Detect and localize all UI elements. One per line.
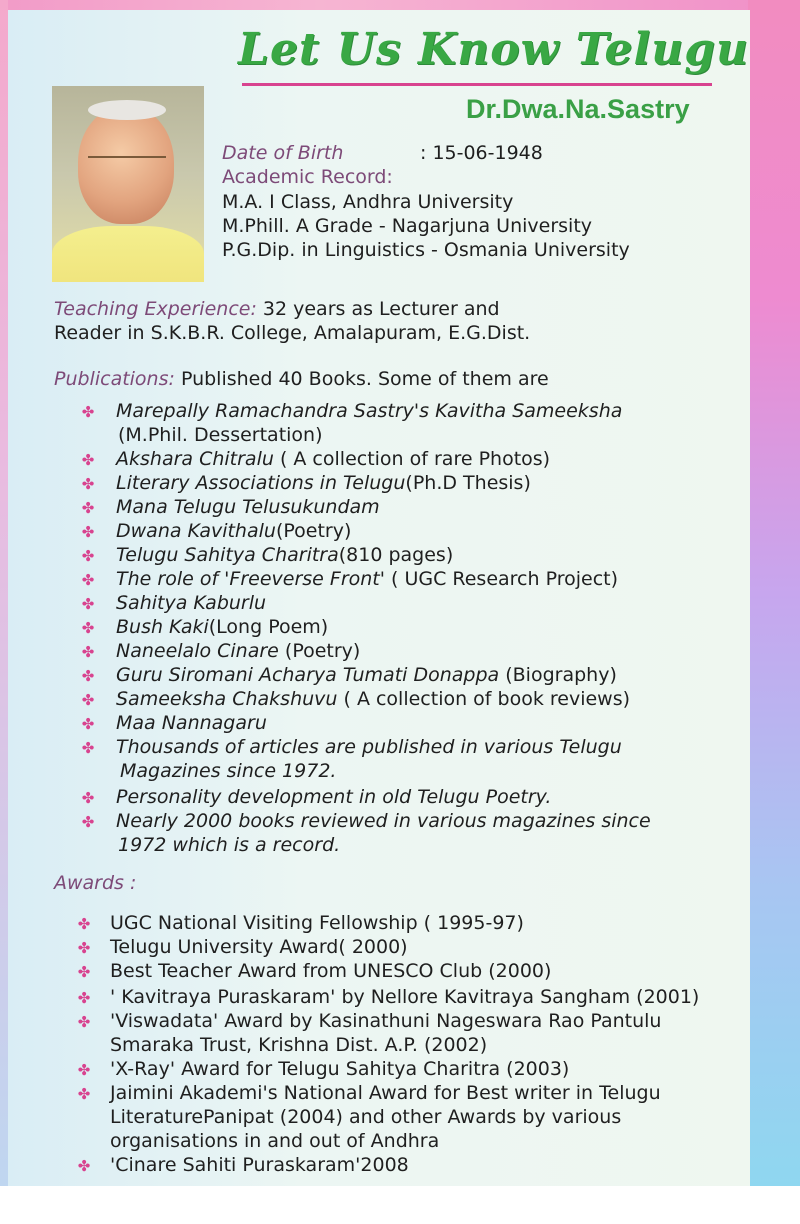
bullet-ornament-icon: ✤ bbox=[81, 403, 95, 421]
award-item: organisations in and out of Andhra bbox=[110, 1130, 440, 1152]
publication-item bbox=[116, 592, 266, 614]
publication-title: Telugu Sahitya Charitra bbox=[116, 544, 339, 566]
bullet-ornament-icon: ✤ bbox=[81, 523, 95, 541]
publication-note: (M.Phil. Dessertation) bbox=[118, 424, 323, 446]
publication-note: (Ph.D Thesis) bbox=[405, 472, 531, 494]
academic-item: P.G.Dip. in Linguistics - Osmania University bbox=[222, 239, 630, 261]
bullet-ornament-icon: ✤ bbox=[77, 963, 91, 981]
bullet-ornament-icon: ✤ bbox=[81, 691, 95, 709]
bullet-ornament-icon: ✤ bbox=[81, 619, 95, 637]
publication-title: Sameeksha Chakshuvu bbox=[116, 688, 338, 710]
publication-item bbox=[116, 568, 618, 590]
publication-item bbox=[116, 786, 551, 808]
bullet-ornament-icon: ✤ bbox=[77, 989, 91, 1007]
award-item: 'Viswadata' Award by Kasinathuni Nageswara Rao Pantulu bbox=[110, 1010, 662, 1032]
title-underline bbox=[242, 83, 712, 86]
award-item: 'Cinare Sahiti Puraskaram'2008 bbox=[110, 1154, 409, 1176]
teaching-line1 bbox=[54, 298, 500, 320]
bullet-ornament-icon: ✤ bbox=[81, 595, 95, 613]
publication-title: Literary Associations in Telugu bbox=[116, 472, 406, 494]
publication-title: Sahitya Kaburlu bbox=[116, 592, 267, 614]
bullet-ornament-icon: ✤ bbox=[81, 451, 95, 469]
publication-title: Bush Kaki bbox=[116, 616, 209, 638]
publication-title: Akshara Chitralu bbox=[116, 448, 274, 470]
publication-note: ( A collection of rare Photos) bbox=[273, 448, 551, 470]
publications-intro: Published 40 Books. Some of them are bbox=[174, 368, 549, 390]
academic-label: Academic Record: bbox=[222, 166, 393, 188]
publication-item bbox=[116, 810, 651, 832]
bullet-ornament-icon: ✤ bbox=[81, 643, 95, 661]
author-name: Dr.Dwa.Na.Sastry bbox=[466, 94, 690, 124]
publication-item bbox=[116, 664, 617, 686]
award-item: Telugu University Award( 2000) bbox=[110, 936, 408, 958]
author-photo bbox=[52, 86, 204, 282]
publications-heading bbox=[54, 368, 549, 390]
publication-note: (Poetry) bbox=[275, 520, 352, 542]
publication-item bbox=[116, 520, 351, 542]
publication-note: (Long Poem) bbox=[208, 616, 329, 638]
teaching-label: Teaching Experience: bbox=[54, 298, 257, 320]
publication-item bbox=[120, 760, 336, 782]
page-title: Let Us Know Telugu bbox=[238, 24, 749, 75]
award-item: Best Teacher Award from UNESCO Club (2000) bbox=[110, 960, 552, 982]
bullet-ornament-icon: ✤ bbox=[81, 715, 95, 733]
publication-item bbox=[116, 472, 531, 494]
bullet-ornament-icon: ✤ bbox=[77, 1085, 91, 1103]
bullet-ornament-icon: ✤ bbox=[77, 1061, 91, 1079]
publication-title: Marepally Ramachandra Sastry's Kavitha Sameeksha bbox=[116, 400, 623, 422]
bullet-ornament-icon: ✤ bbox=[81, 667, 95, 685]
publication-title: Mana Telugu Telusukundam bbox=[116, 496, 380, 518]
dob-value: : 15-06-1948 bbox=[420, 142, 543, 164]
bullet-ornament-icon: ✤ bbox=[81, 475, 95, 493]
right-gradient-edge bbox=[748, 0, 800, 1186]
bullet-ornament-icon: ✤ bbox=[81, 571, 95, 589]
bullet-ornament-icon: ✤ bbox=[81, 739, 95, 757]
publication-title: Maa Nannagaru bbox=[116, 712, 267, 734]
award-item: Jaimini Akademi's National Award for Best writer in Telugu bbox=[110, 1082, 661, 1104]
bullet-ornament-icon: ✤ bbox=[77, 1157, 91, 1175]
top-pink-edge bbox=[0, 0, 800, 10]
publication-title: Personality development in old Telugu Poetry. bbox=[116, 786, 552, 808]
dob-label: Date of Birth bbox=[222, 142, 344, 164]
publication-note: ( UGC Research Project) bbox=[384, 568, 619, 590]
left-pink-edge bbox=[0, 0, 8, 1186]
publication-note: ( A collection of book reviews) bbox=[337, 688, 631, 710]
publication-item bbox=[118, 834, 340, 856]
photo-hair bbox=[88, 100, 166, 120]
bullet-ornament-icon: ✤ bbox=[81, 789, 95, 807]
bullet-ornament-icon: ✤ bbox=[77, 939, 91, 957]
publication-item bbox=[116, 496, 380, 518]
publication-item bbox=[116, 616, 328, 638]
publication-item bbox=[116, 712, 267, 734]
bullet-ornament-icon: ✤ bbox=[77, 915, 91, 933]
publication-item bbox=[116, 544, 453, 566]
award-item: Smaraka Trust, Krishna Dist. A.P. (2002) bbox=[110, 1034, 488, 1056]
publication-title: Thousands of articles are published in various Telugu bbox=[116, 736, 622, 758]
publication-title: Naneelalo Cinare bbox=[116, 640, 279, 662]
academic-item: M.A. I Class, Andhra University bbox=[222, 191, 514, 213]
publication-item bbox=[116, 448, 550, 470]
award-item: 'X-Ray' Award for Telugu Sahitya Charitra (2003) bbox=[110, 1058, 570, 1080]
publication-item bbox=[116, 400, 622, 422]
bullet-ornament-icon: ✤ bbox=[81, 499, 95, 517]
publication-item bbox=[118, 424, 323, 446]
publication-title: 1972 which is a record. bbox=[118, 834, 341, 856]
publication-item bbox=[116, 640, 360, 662]
bullet-ornament-icon: ✤ bbox=[81, 547, 95, 565]
teaching-text: 32 years as Lecturer and bbox=[256, 298, 500, 320]
publication-note: (Biography) bbox=[499, 664, 617, 686]
publication-title: Guru Siromani Acharya Tumati Donappa bbox=[116, 664, 500, 686]
publication-title: Magazines since 1972. bbox=[120, 760, 337, 782]
award-item: UGC National Visiting Fellowship ( 1995-97) bbox=[110, 912, 524, 934]
publication-item bbox=[116, 688, 630, 710]
publications-label: Publications: bbox=[54, 368, 175, 390]
publication-title: The role of 'Freeverse Front' bbox=[116, 568, 385, 590]
photo-glasses bbox=[88, 156, 166, 172]
publication-title: Dwana Kavithalu bbox=[116, 520, 276, 542]
publication-note: (Poetry) bbox=[278, 640, 361, 662]
publication-title: Nearly 2000 books reviewed in various magazines since bbox=[116, 810, 651, 832]
publication-note: (810 pages) bbox=[338, 544, 454, 566]
award-item: LiteraturePanipat (2004) and other Awards by various bbox=[110, 1106, 622, 1128]
publication-item bbox=[116, 736, 622, 758]
academic-item: M.Phill. A Grade - Nagarjuna University bbox=[222, 215, 593, 237]
photo-shirt bbox=[52, 226, 204, 282]
bullet-ornament-icon: ✤ bbox=[77, 1013, 91, 1031]
award-item: ' Kavitraya Puraskaram' by Nellore Kavitraya Sangham (2001) bbox=[110, 986, 700, 1008]
teaching-line2: Reader in S.K.B.R. College, Amalapuram, E.G.Dist. bbox=[54, 322, 531, 344]
awards-label: Awards : bbox=[54, 872, 137, 894]
bullet-ornament-icon: ✤ bbox=[81, 813, 95, 831]
